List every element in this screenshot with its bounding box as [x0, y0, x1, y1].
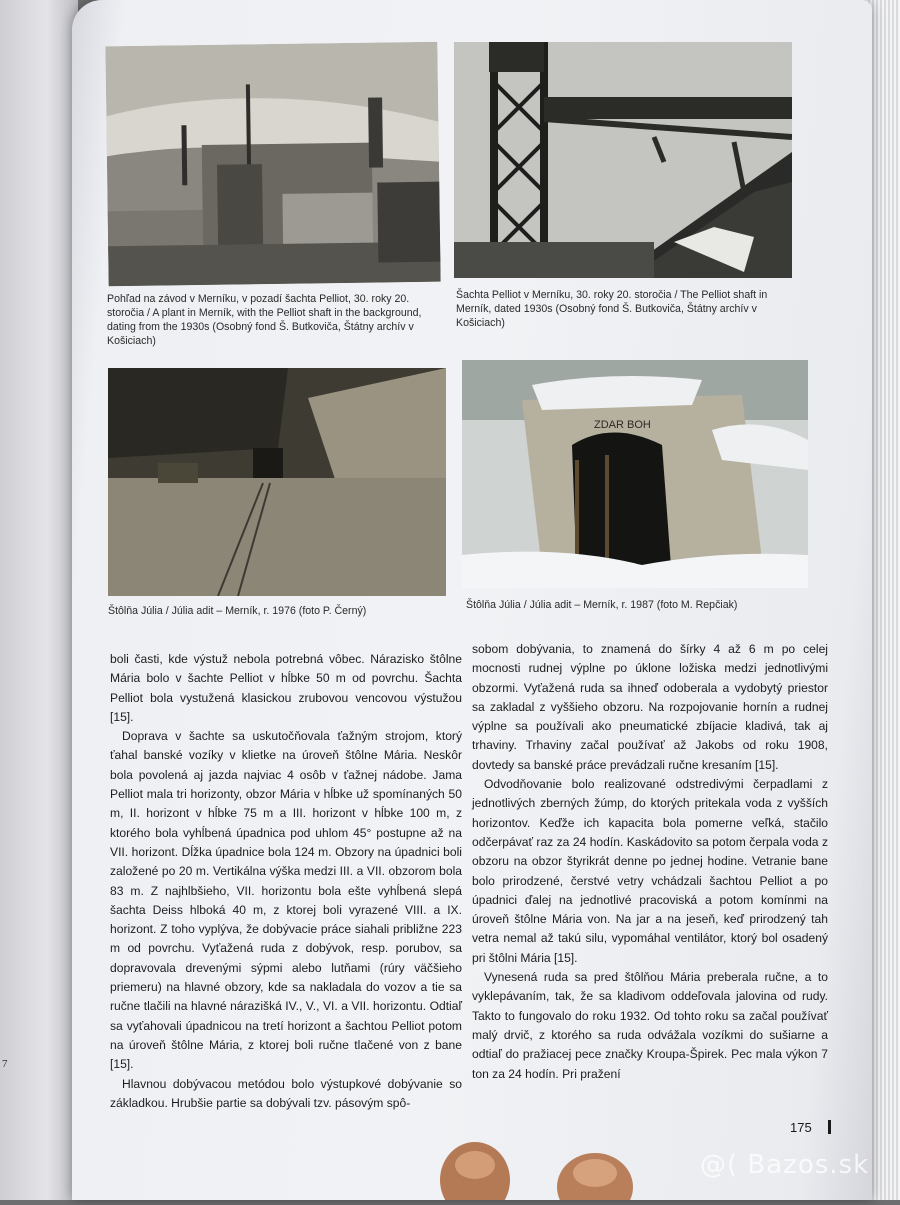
paragraph: Doprava v šachte sa uskutočňovala ťažným strojom, ktorý ťahal banské vozíky v klietke na úroveň štôlne Mária. Neskôr bola povolená aj jazda najviac 4 osôb v ťažnej nádobe. Jama Pelliot mala tri horizonty, obzor Mária v hĺbke už spomínaných 50 m, II. horizont v hĺbke 75 m a III. horizont v hĺbke 100 m, z ktorého bola vyhĺbená úpadnica pod uhlom 45° postupne až na VII. horizont. Dĺžka úpadnice bola 124 m. Obzory na úpadnici boli založené po 20 m. Vertikálna výška medzi III. a VII. obzorom bola 83 m. Z najhlbšieho, VII. horizontu bola ešte vyhĺbená slepá šachta Deiss hlboká 40 m, z ktorej boli vyrazené VIII. a IX. horizont. Z toho vyplýva, že dobývacie práce siahali približne 223 m od povrchu. Vyťažená ruda z dobývok, resp. porubov, sa dopravovala drevenými sýpmi alebo lutňami (rúry väčšieho priemeru) na hlavné obzory, kde sa nakladala do vozov a tie sa ručne tlačili na hlavné nárazišká IV., V., VI. a VII. horizontu. Odtiaľ sa vyťahovali úpadnicou na tretí horizont a šachtou Pelliot potom na úroveň štôlne Mária, z ktorej boli ručne tlačené von z bane [15]. [110, 729, 462, 1072]
photo-pelliot-shaft [454, 42, 792, 278]
photo-julia-adit-1987 [462, 360, 808, 588]
photo-julia-adit-1976 [108, 368, 446, 596]
photo-caption: Pohľad na závod v Merníku, v pozadí šachta Pelliot, 30. roky 20. storočia / A plant in Merník, with the Pelliot shaft in the background, dating from the 1930s (Osobný fond Š. Butkoviča, Štátny archív v Košiciach) [107, 293, 422, 347]
paragraph: Hlavnou dobývacou metódou bolo výstupkové dobývanie so základkou. Hrubšie partie sa dobývali tzv. pásovým spô- [110, 1076, 462, 1110]
text-column-left [110, 650, 462, 1113]
fingers-photo-artifact [430, 1135, 650, 1200]
paragraph: Odvodňovanie bolo realizované odstredivými čerpadlami z jednotlivých zberných žúmp, do ktorých pritekala voda z vyšších horizontov. Keďže ich kapacita bola pomerne veľká, stačilo odčerpávať raz za 24 hodín. Kaskádovito sa potom čerpala voda z obzoru na obzor štyrikrát denne po jednej hodine. Vetranie bane bolo prirodzené, čerstvé vetry vchádzali šachtou Pelliot a po úpadnici ďalej na jednotlivé pracoviská a potom komínmi na úroveň štôlne Mária von. Na jar a na jeseň, keď prirodzený tah vetra nemal až takú silu, vypomáhal ventilátor, ktorý bol osadený pri štôlni Mária [15]. [472, 777, 828, 965]
photo-caption: Šachta Pelliot v Merníku, 30. roky 20. storočia / The Pelliot shaft in Merník, dated 1930s (Osobný fond Š. Butkoviča, Štátny archív v Košiciach) [456, 289, 768, 329]
paragraph: sobom dobývania, to znamená do šírky 4 až 6 m po celej mocnosti rudnej výplne po úklone ložiska medzi jednotlivými obzormi. Vyťažená ruda sa ihneď odoberala a vydobytý priestor sa zakladal z vyššieho obzoru. Na rozpojovanie hornín a rudnej výplne sa používali ako pneumatické zbíjacie kladivá, tak aj trhaviny. Trhaviny začal používať až Jakobs od roku 1908, dovtedy sa banské práce prevádzali ručne kresaním [15]. [472, 642, 828, 772]
watermark-text: @( Bazos.sk [700, 1150, 870, 1180]
text-column-right [472, 640, 828, 1084]
paragraph: boli časti, kde výstuž nebola potrebná vôbec. Nárazisko štôlne Mária bolo v šachte Pelliot v hĺbke 50 m od povrchu. Šachta Pelliot bola vystužená klasickou zrubovou vencovou výstužou [15]. [110, 652, 462, 724]
portal-sign-text: ZDAR BOH [594, 419, 651, 431]
paragraph: Vynesená ruda sa pred štôlňou Mária preberala ručne, a to vyklepávaním, tak, že sa kladivom oddeľovala jalovina od rudy. Takto to fungovalo do roku 1932. Od tohto roku sa začal používať malý drvič, z ktorého sa ruda odvážala vozíkmi do sušiarne a odtiaľ do pražiacej pece značky Kroupa-Špirek. Pec mala výkon 7 ton za 24 hodín. Pri pražení [472, 970, 828, 1081]
photo-caption: Štôlňa Júlia / Júlia adit – Merník, r. 1976 (foto P. Černý) [108, 605, 367, 617]
page-number: 175 [790, 1120, 812, 1135]
left-page-fragment: 7 [2, 1058, 8, 1070]
photo-plant-mernik [105, 42, 440, 287]
photo-caption: Štôlňa Júlia / Júlia adit – Merník, r. 1987 (foto M. Repčiak) [466, 599, 738, 611]
page-number-bar [828, 1120, 831, 1134]
left-page-edge [0, 0, 78, 1200]
